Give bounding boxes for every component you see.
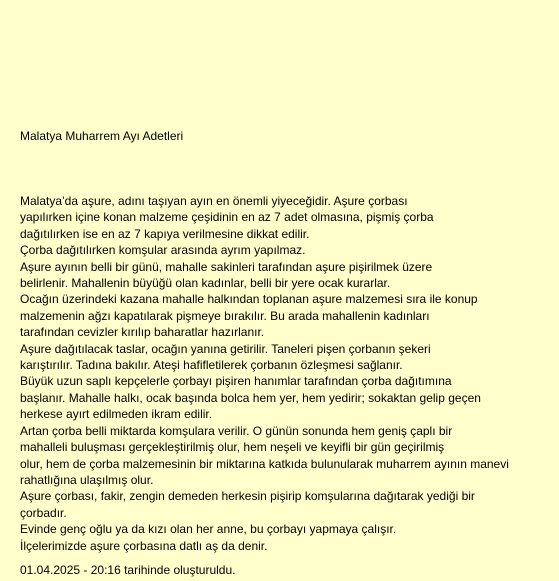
article-line: Aşure ayının belli bir günü, mahalle sakinleri tarafından aşure pişirilmek üzere — [20, 259, 433, 274]
article-line: Ocağın üzerindeki kazana mahalle halkından toplanan aşure malzemesi sıra ile konup — [20, 292, 478, 307]
article-line: Evinde genç oğlu ya da kızı olan her anne, bu çorbayı yapmaya çalışır. — [20, 522, 397, 537]
article-line: çorbadır. — [20, 505, 67, 520]
article-line: Büyük uzun saplı kepçelerle çorbayı pişiren hanımlar tarafından çorba dağıtımına — [20, 374, 452, 389]
article-line: yapılırken içine konan malzeme çeşidinin en az 7 adet olmasına, pişmiş çorba — [20, 210, 434, 225]
article-body — [20, 193, 550, 554]
article-line: belirlenir. Mahallenin büyüğü olan kadınlar, belli bir yere ocak kurarlar. — [20, 276, 391, 291]
article-line: Aşure dağıtılacak taslar, ocağın yanına getirilir. Taneleri pişen çorbanın şekeri — [20, 341, 431, 356]
article-line: herkese ayırt edilmeden ikram edilir. — [20, 407, 213, 422]
article-line: İlçelerimizde aşure çorbasına datlı aş da denir. — [20, 538, 268, 553]
article-line: malzemenin ağzı kapatılarak pişmeye bırakılır. Bu arada mahallenin kadınları — [20, 308, 430, 323]
article-line: başlanır. Mahalle halkı, ocak başında bolca hem yer, hem yedirir; sokaktan gelip geçen — [20, 390, 481, 405]
article-line: dağıtılırken ise en az 7 kapıya verilmesine dikkat edilir. — [20, 226, 310, 241]
article-line: mahalleli buluşması gerçekleştirilmiş olur, hem neşeli ve keyifli bir gün geçirilmiş — [20, 440, 445, 455]
article-line: Malatya’da aşure, adını taşıyan ayın en önemli yiyeceğidir. Aşure çorbası — [20, 194, 408, 208]
article-line: karıştırılır. Tadına bakılır. Ateşi hafifletilerek çorbanın özleşmesi sağlanır. — [20, 358, 403, 373]
page-title: Malatya Muharrem Ayı Adetleri — [20, 129, 184, 143]
article-line: tarafından cevizler kırılıp baharatlar hazırlanır. — [20, 325, 265, 340]
article-line: Aşure çorbası, fakir, zengin demeden herkesin pişirip komşularına dağıtarak yediği bir — [20, 489, 475, 504]
article-line: rahatlığına ulaşılmış olur. — [20, 472, 154, 487]
footer-timestamp: 01.04.2025 - 20:16 tarihinde oluşturuldu. — [20, 563, 236, 577]
article-line: Çorba dağıtılırken komşular arasında ayrım yapılmaz. — [20, 243, 306, 258]
article-line: Artan çorba belli miktarda komşulara verilir. O günün sonunda hem geniş çaplı bir — [20, 423, 453, 438]
article-line: olur, hem de çorba malzemesinin bir miktarına katkıda bulunularak muharrem ayının manevi — [20, 456, 509, 471]
